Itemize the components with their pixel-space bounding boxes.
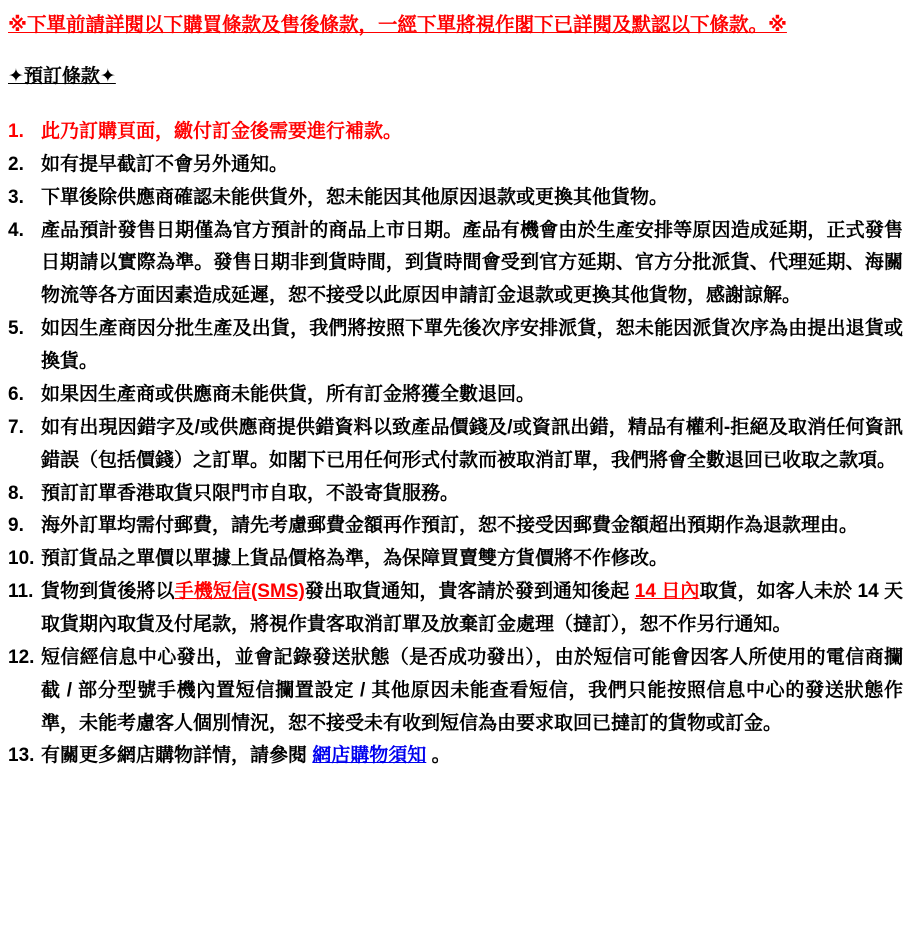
term-text bbox=[41, 182, 903, 215]
term-number: 2. bbox=[8, 153, 24, 175]
text-segment: 。 bbox=[426, 745, 451, 767]
term-number: 8. bbox=[8, 482, 24, 504]
term-text bbox=[41, 412, 903, 478]
text-segment: 貨物到貨後將以 bbox=[41, 581, 175, 603]
term-item-13 bbox=[8, 740, 903, 773]
term-text bbox=[41, 740, 903, 773]
page-title: ※下單前請詳閱以下購買條款及售後條款，一經下單將視作閣下已詳閱及默認以下條款。※ bbox=[8, 14, 787, 36]
term-item-6 bbox=[8, 379, 903, 412]
term-item-11 bbox=[8, 576, 903, 642]
text-segment: 有關更多網店購物詳情，請參閱 bbox=[41, 745, 313, 767]
term-number: 6. bbox=[8, 383, 24, 405]
store-shopping-guide-link[interactable]: 網店購物須知 bbox=[312, 745, 427, 767]
term-number: 5. bbox=[8, 318, 24, 340]
text-segment: 產品預計發售日期僅為官方預計的商品上市日期。產品有機會由於生產安排等原因造成延期，正式發售日期請以實際為準。發售日期非到貨時間，到貨時間會受到官方延期、官方分批派貨、代理延期、海關物流等各方面因素造成延遲，恕不接受以此原因申請訂金退款或更換其他貨物，感謝諒解。 bbox=[41, 219, 903, 307]
term-text bbox=[41, 149, 903, 182]
term-item-7 bbox=[8, 412, 903, 478]
term-number: 12. bbox=[8, 646, 35, 668]
term-number: 7. bbox=[8, 416, 24, 438]
term-number: 13. bbox=[8, 745, 35, 767]
term-number: 3. bbox=[8, 186, 24, 208]
text-segment: 如有出現因錯字及/或供應商提供錯資料以致產品價錢及/或資訊出錯，精品有權利-拒絕及取消任何資訊錯誤（包括價錢）之訂單。如閣下已用任何形式付款而被取消訂單，我們將會全數退回已收取之款項。 bbox=[41, 416, 903, 471]
term-text bbox=[41, 313, 903, 379]
text-segment: 預訂貨品之單價以單據上貨品價格為準，為保障買賣雙方貨價將不作修改。 bbox=[41, 548, 669, 570]
term-item-2 bbox=[8, 149, 903, 182]
text-segment: 下單後除供應商確認未能供貨外，恕未能因其他原因退款或更換其他貨物。 bbox=[41, 186, 669, 208]
term-text bbox=[41, 478, 903, 511]
text-segment: 取貨，如客人未於 14 天取貨期內取貨及付尾款，將視作貴客取消訂單及放棄訂金處理（撻訂），恕不作另行通知。 bbox=[41, 581, 904, 635]
term-text bbox=[41, 543, 903, 576]
text-segment: 如因生產商因分批生產及出貨，我們將按照下單先後次序安排派貨，恕未能因派貨次序為由提出退貨或換貨。 bbox=[41, 318, 903, 373]
term-number: 1. bbox=[8, 121, 24, 143]
terms-document bbox=[8, 10, 903, 773]
term-text bbox=[41, 510, 903, 543]
text-segment: 如果因生產商或供應商未能供貨，所有訂金將獲全數退回。 bbox=[41, 383, 536, 405]
sms-notice-highlight: 手機短信(SMS) bbox=[174, 581, 305, 603]
text-segment: 此乃訂購頁面，繳付訂金後需要進行補款。 bbox=[41, 121, 403, 143]
term-number: 10. bbox=[8, 548, 35, 570]
term-item-5 bbox=[8, 313, 903, 379]
term-item-10 bbox=[8, 543, 903, 576]
terms-list bbox=[8, 116, 903, 773]
term-item-12 bbox=[8, 642, 903, 741]
term-text bbox=[41, 642, 903, 741]
section-heading-preorder-terms: ✦預訂條款✦ bbox=[8, 66, 116, 88]
term-number: 4. bbox=[8, 219, 24, 241]
term-item-8 bbox=[8, 478, 903, 511]
term-item-9 bbox=[8, 510, 903, 543]
term-text bbox=[41, 576, 903, 642]
term-text bbox=[41, 215, 903, 314]
term-text bbox=[41, 116, 903, 149]
term-item-4 bbox=[8, 215, 903, 314]
term-text bbox=[41, 379, 903, 412]
term-item-3 bbox=[8, 182, 903, 215]
term-item-1 bbox=[8, 116, 903, 149]
term-number: 11. bbox=[8, 581, 34, 603]
text-segment: 發出取貨通知，貴客請於發到通知後起 bbox=[304, 581, 635, 603]
text-segment: 預訂訂單香港取貨只限門市自取，不設寄貨服務。 bbox=[41, 482, 460, 504]
pickup-deadline-highlight: 14 日內 bbox=[634, 581, 700, 603]
text-segment: 短信經信息中心發出，並會記錄發送狀態（是否成功發出），由於短信可能會因客人所使用的電信商攔截 / 部分型號手機內置短信攔置設定 / 其他原因未能查看短信，我們只能按照信息中心的發送狀態作準，未能考慮客人個別情況，恕不接受未有收到短信為由要求取回已撻訂的貨物或訂金。 bbox=[41, 646, 903, 734]
text-segment: 海外訂單均需付郵費，請先考慮郵費金額再作預訂，恕不接受因郵費金額超出預期作為退款理由。 bbox=[41, 515, 859, 537]
term-number: 9. bbox=[8, 515, 24, 537]
text-segment: 如有提早截訂不會另外通知。 bbox=[41, 153, 289, 175]
